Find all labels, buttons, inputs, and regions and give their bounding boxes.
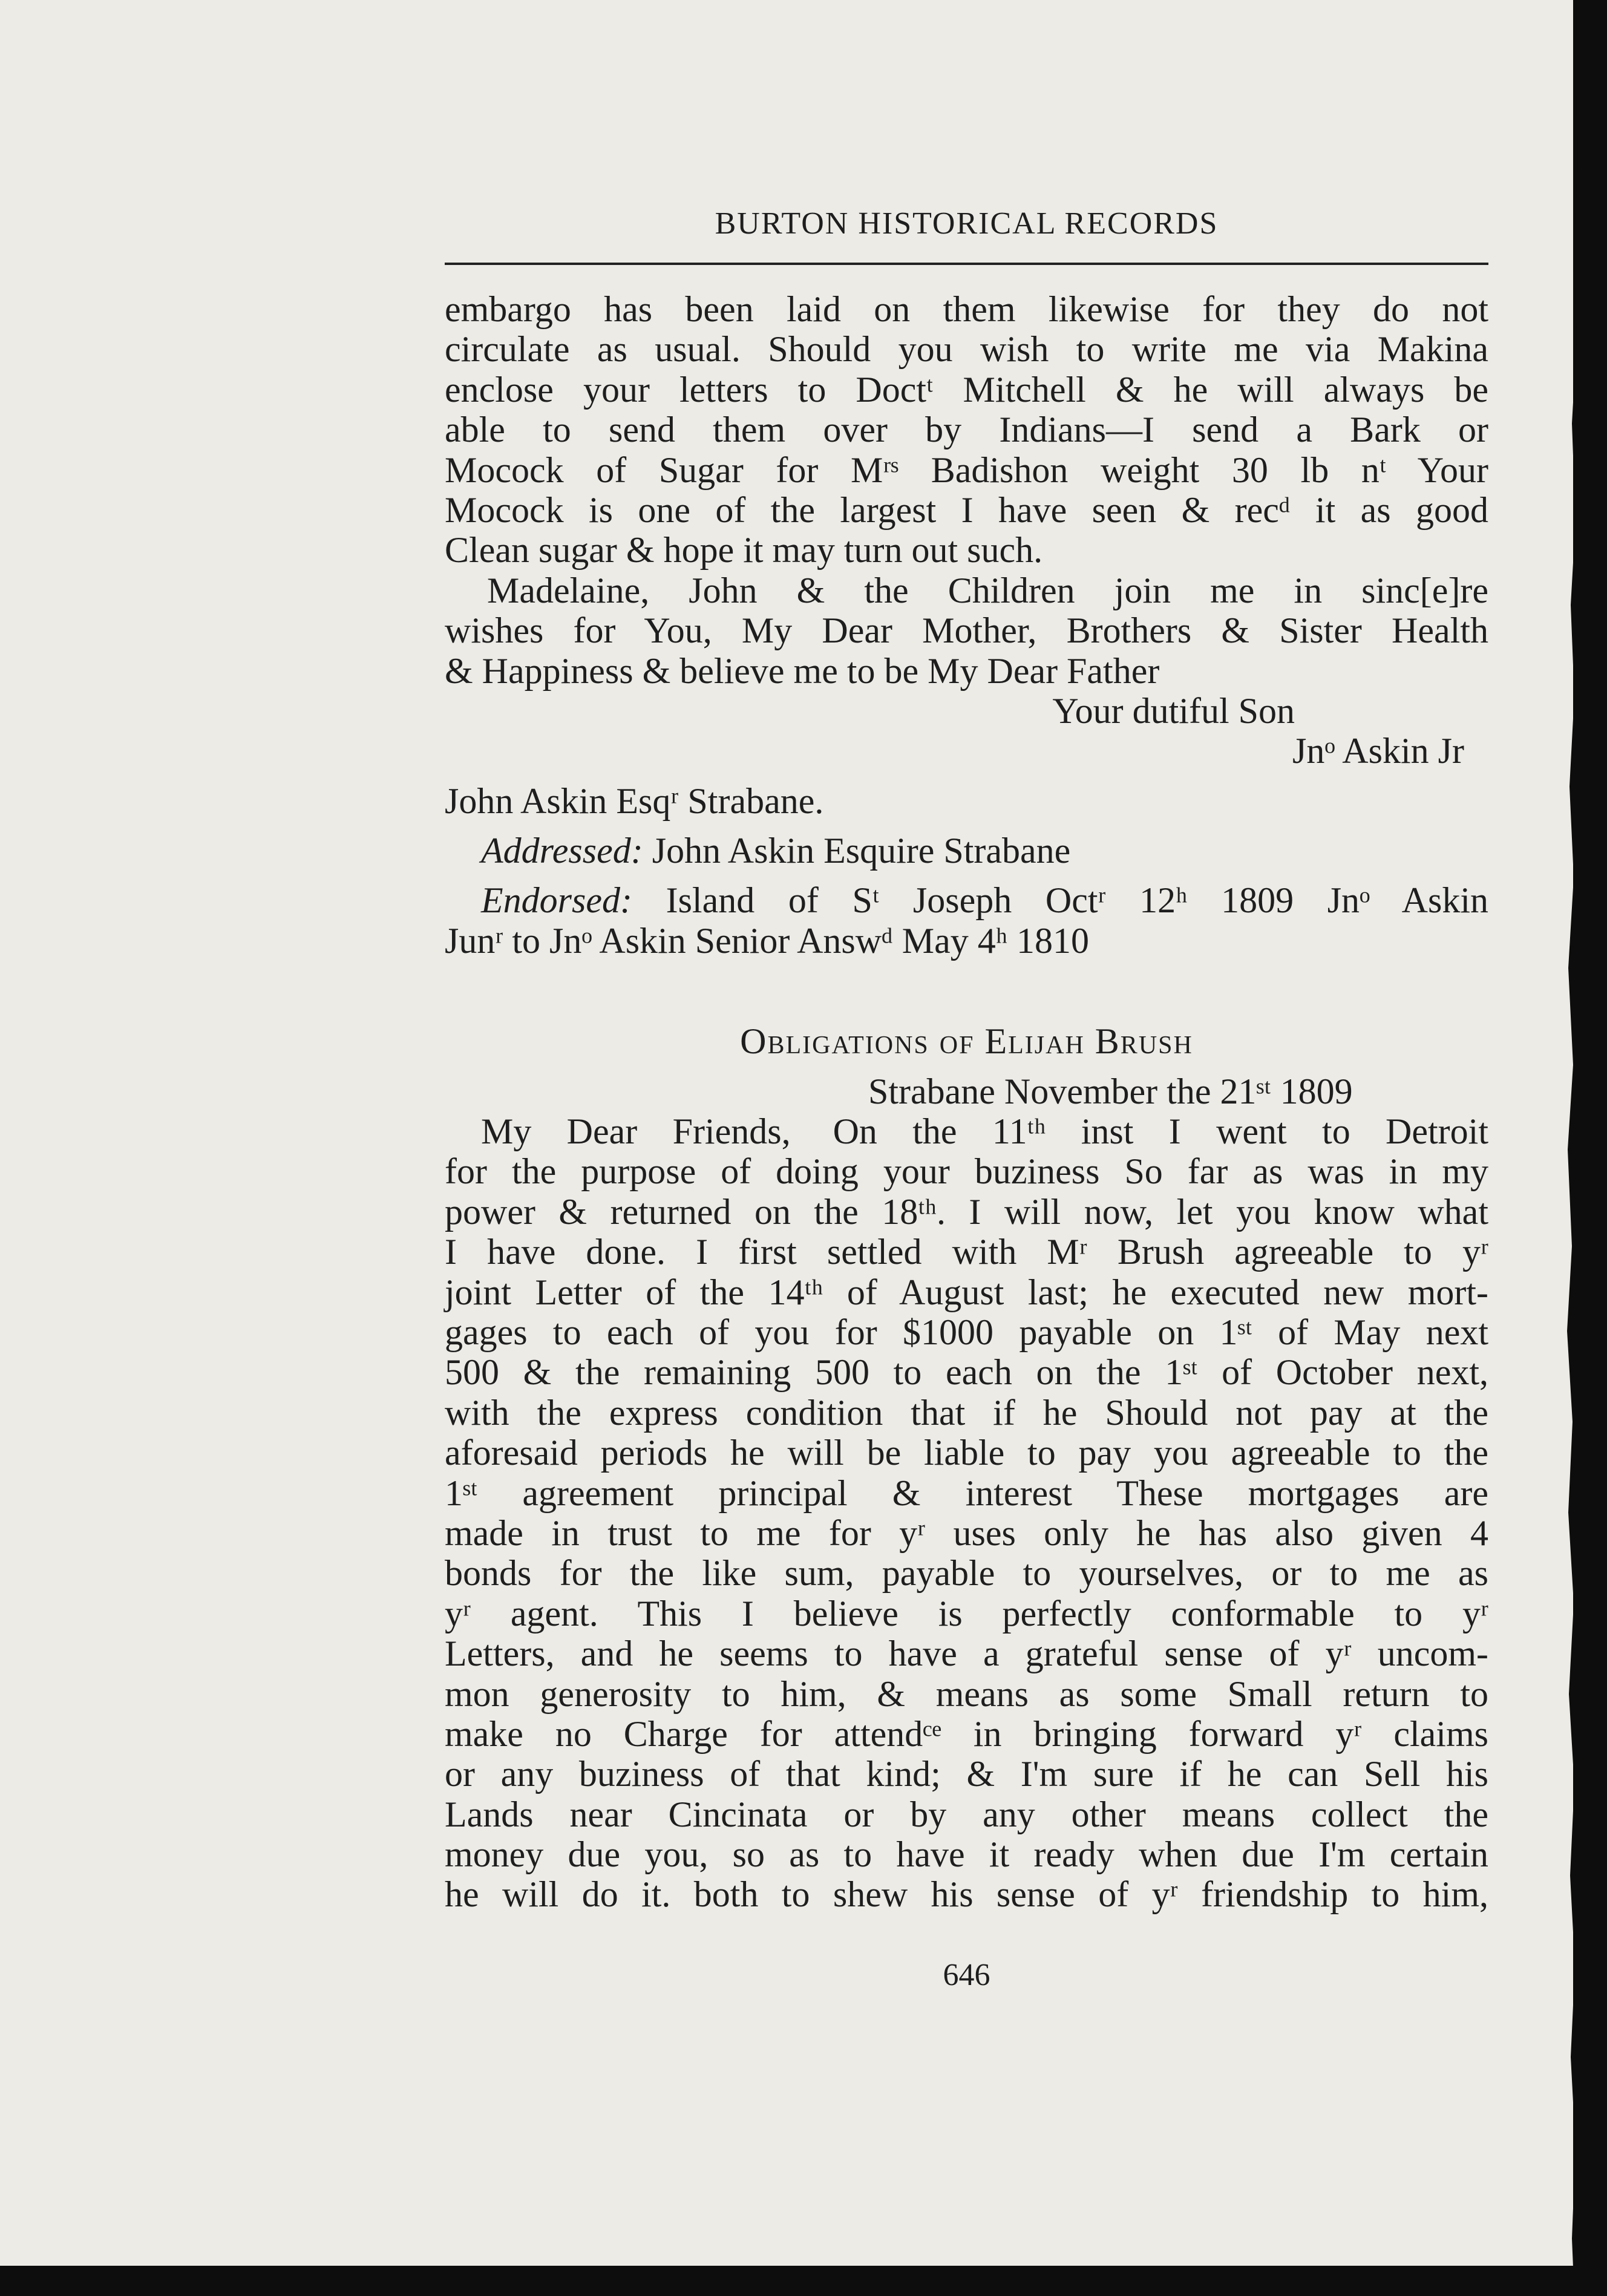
endorsed-note-continued: Junʳ to Jnᵒ Askin Senior Answᵈ May 4ʰ 1810 — [445, 920, 1089, 961]
text-line: make no Charge for attendᶜᵉ in bringing forward yʳ claims — [445, 1713, 1488, 1754]
page-number: 646 — [943, 1958, 990, 1992]
letter-closing: Your dutiful Son — [1052, 690, 1295, 731]
text-line: Lands near Cincinata or by any other means collect the — [445, 1794, 1488, 1834]
salutation-line — [445, 1111, 1488, 1151]
endorsed-label: Endorsed: — [481, 880, 632, 921]
text-line: mon generosity to him, & means as some Small return to — [445, 1673, 1488, 1714]
text-line: he will do it. both to shew his sense of yʳ friendship to him, — [445, 1874, 1488, 1915]
text-line: or any buziness of that kind; & I'm sure if he can Sell his — [445, 1754, 1488, 1794]
section-dateline: Strabane November the 21ˢᵗ 1809 — [868, 1071, 1353, 1111]
text-line: & Happiness & believe me to be My Dear Father — [445, 650, 1160, 691]
text-line: I have done. I first settled with Mʳ Brush agreeable to yʳ — [445, 1232, 1488, 1272]
text-line: able to send them over by Indians—I send a Bark or — [445, 410, 1488, 450]
text-line: 500 & the remaining 500 to each on the 1ˢᵗ of October next, — [445, 1352, 1488, 1393]
torn-page-edge — [1540, 0, 1607, 2296]
text-line: enclose your letters to Doctᵗ Mitchell & he will always be — [445, 369, 1488, 410]
text-line: Letters, and he seems to have a grateful sense of yʳ uncom- — [445, 1634, 1488, 1674]
section-heading: Obligations of Elijah Brush — [740, 1021, 1193, 1062]
text-line: bonds for the like sum, payable to yourselves, or to me as — [445, 1553, 1488, 1594]
text-line: 1ˢᵗ agreement principal & interest These mortgages are — [445, 1473, 1488, 1513]
text-line: joint Letter of the 14ᵗʰ of August last; he executed new mort- — [445, 1272, 1488, 1312]
text-line: with the express condition that if he Should not pay at the — [445, 1392, 1488, 1433]
endorsed-note — [445, 880, 1488, 920]
text-line: for the purpose of doing your buziness So far as was in my — [445, 1151, 1488, 1192]
text-line: money due you, so as to have it ready when due I'm certain — [445, 1834, 1488, 1875]
letter-signature: Jnᵒ Askin Jr — [1292, 731, 1464, 771]
endorsed-text: Island of Sᵗ Joseph Octʳ 12ʰ 1809 Jnᵒ Askin — [666, 880, 1488, 921]
text-line: Madelaine, John & the Children join me in sinc[e]re — [487, 570, 1488, 610]
text-line: wishes for You, My Dear Mother, Brothers & Sister Health — [445, 610, 1488, 651]
text-line: gages to each of you for $1000 payable on 1ˢᵗ of May next — [445, 1312, 1488, 1352]
addressed-label: Addressed: — [481, 831, 643, 871]
text-line: On the 11ᵗʰ inst I went to Detroit — [833, 1111, 1489, 1152]
page-body — [445, 289, 1488, 1915]
text-line: Clean sugar & hope it may turn out such. — [445, 530, 1043, 571]
running-header: BURTON HISTORICAL RECORDS — [715, 206, 1219, 241]
text-line: yʳ agent. This I believe is perfectly conformable to yʳ — [445, 1593, 1488, 1634]
text-line: Mocock is one of the largest I have seen & recᵈ it as good — [445, 489, 1488, 530]
salutation: My Dear Friends, — [481, 1111, 791, 1152]
text-line: Mocock of Sugar for Mʳˢ Badishon weight 30 lb nᵗ Your — [445, 450, 1488, 490]
addressed-text: John Askin Esquire Strabane — [652, 831, 1071, 871]
text-line: circulate as usual. Should you wish to write me via Makina — [445, 329, 1488, 370]
text-line: power & returned on the 18ᵗʰ. I will now, let you know what — [445, 1191, 1488, 1232]
text-line: embargo has been laid on them likewise for they do not — [445, 289, 1488, 329]
addressed-note — [445, 831, 1488, 871]
letter-recipient: John Askin Esqʳ Strabane. — [445, 780, 824, 821]
text-line: made in trust to me for yʳ uses only he has also given 4 — [445, 1513, 1488, 1553]
header-rule — [445, 263, 1488, 265]
scan-border — [0, 2266, 1607, 2296]
text-line: aforesaid periods he will be liable to pay you agreeable to the — [445, 1433, 1488, 1473]
